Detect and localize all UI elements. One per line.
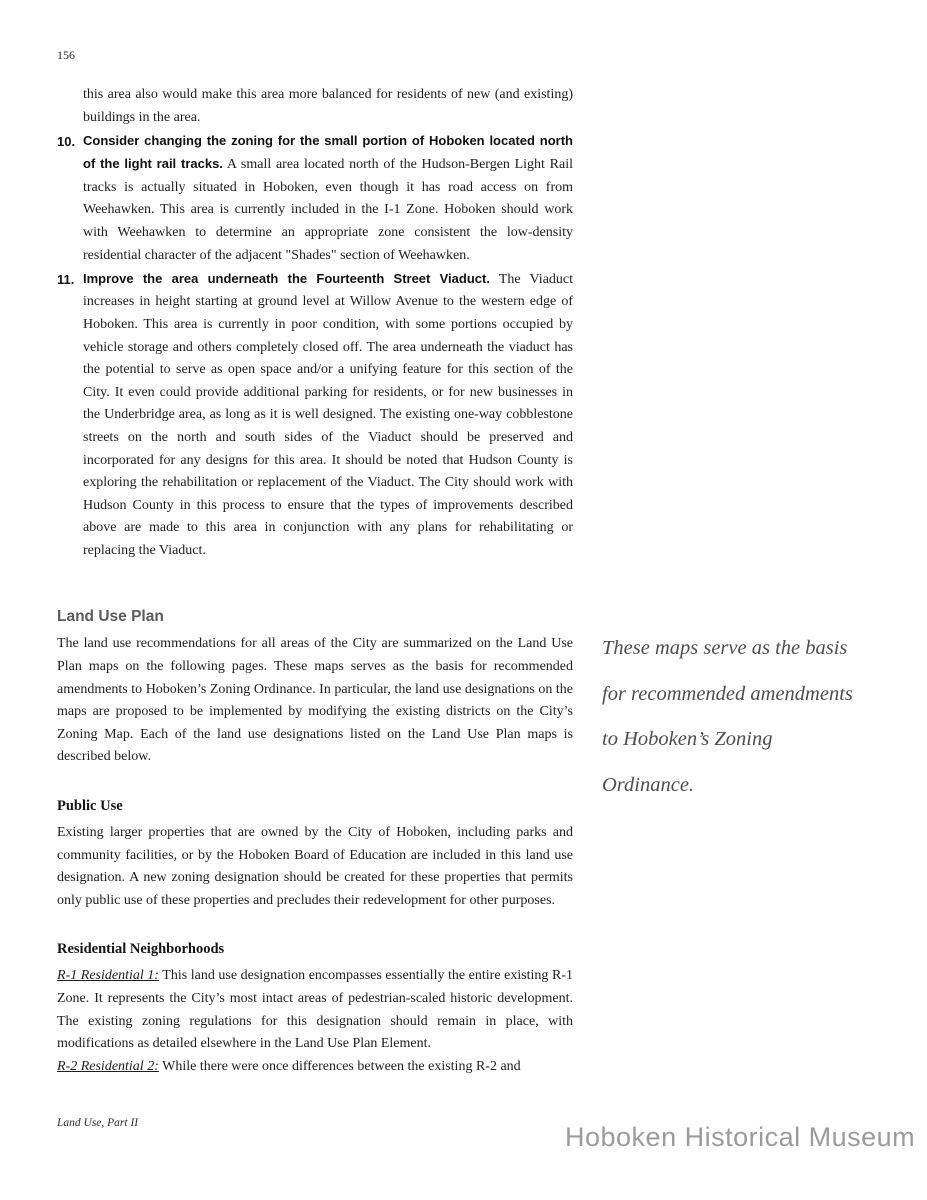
designation-text-r2: While there were once differences between the existing R-2 and [162, 1058, 521, 1074]
section-heading-land-use-plan: Land Use Plan [57, 608, 164, 626]
list-item-bold-lead: Improve the area underneath the Fourteenth Street Viaduct. [83, 270, 490, 286]
sub-heading-public-use: Public Use [57, 798, 123, 815]
paragraph-public-use: Existing larger properties that are owned by the City of Hoboken, including parks and community facilities, or by the Hoboken Board of Education are included in this land use designation. A new zoning designation should be created for these properties that permits only public use of these properties and precludes their redevelopment for other purposes. [57, 825, 573, 908]
designation-text-r1: This land use designation encompasses essentially the entire existing R-1 Zone. It represents the City’s most intact areas of pedestrian-scaled historic development. The existing zoning regulations for this designation should remain in place, with modifications as detailed elsewhere in the Land Use Plan Element. [57, 968, 573, 1052]
paragraph-residential-r2 [57, 1056, 573, 1079]
paragraph-residential-r1 [57, 965, 573, 1055]
list-item-11 [57, 268, 573, 563]
main-text-column [57, 84, 573, 1078]
list-item-body: The Viaduct increases in height starting at ground level at Willow Avenue to the western edge of Hoboken. This area is currently in poor condition, with some portions occupied by vehicle storage and others completely closed off. The area underneath the viaduct has the potential to serve as open space and/or a unifying feature for this section of the City. It even could provide additional parking for residents, or for new businesses in the Underbridge area, as long as it is well designed. The existing one-way cobblestone streets on the north and south sides of the Viaduct should be preserved and incorporated for any designs for this area. It should be noted that Hudson County is exploring the rehabilitation or replacement of the Viaduct. The City should work with Hudson County in this process to ensure that the types of improvements described above are made to this area in conjunction with any plans for rehabilitating or replacing the Viaduct. [83, 271, 574, 558]
sub-heading-residential-neighborhoods: Residential Neighborhoods [57, 941, 225, 958]
pull-quote: These maps serve as the basis for recommended amendments to Hoboken’s Zoning Ordinance. [602, 637, 853, 796]
list-item-bold-lead: Consider changing the zoning for the small portion of Hoboken located north of the light rail tracks. [83, 132, 573, 172]
list-number: 10. [57, 133, 76, 149]
list-item-body: A small area located north of the Hudson-Bergen Light Rail tracks is actually situated in Hoboken, even though it has road access on from Weehawken. This area is currently included in the I-1 Zone. Hoboken should work with Weehawken to determine an appropriate zone consistent the low-density residential character of the adjacent "Shades" section of Weehawken. [83, 157, 573, 263]
footer-section-label: Land Use, Part II [57, 1117, 139, 1129]
designation-label-r2: R-2 Residential 2: [57, 1058, 159, 1074]
list-item-10 [57, 130, 573, 268]
paragraph-land-use-plan: The land use recommendations for all areas of the City are summarized on the Land Use Plan maps on the following pages. These maps serves as the basis for recommended amendments to Hoboken’s Zoning Ordinance. In particular, the land use designations on the maps are proposed to be implemented by modifying the existing districts on the City’s Zoning Map. Each of the land use designations listed on the Land Use Plan maps is described below. [57, 636, 573, 765]
designation-label-r1: R-1 Residential 1: [57, 968, 159, 984]
paragraph-continuation: this area also would make this area more balanced for residents of new (and existing) buildings in the area. [83, 87, 573, 125]
list-number: 11. [57, 271, 75, 287]
list-item-text [83, 268, 573, 563]
list-item-text [83, 130, 573, 268]
page-number: 156 [57, 48, 75, 62]
watermark-hoboken-historical-museum: Hoboken Historical Museum [565, 1122, 916, 1152]
